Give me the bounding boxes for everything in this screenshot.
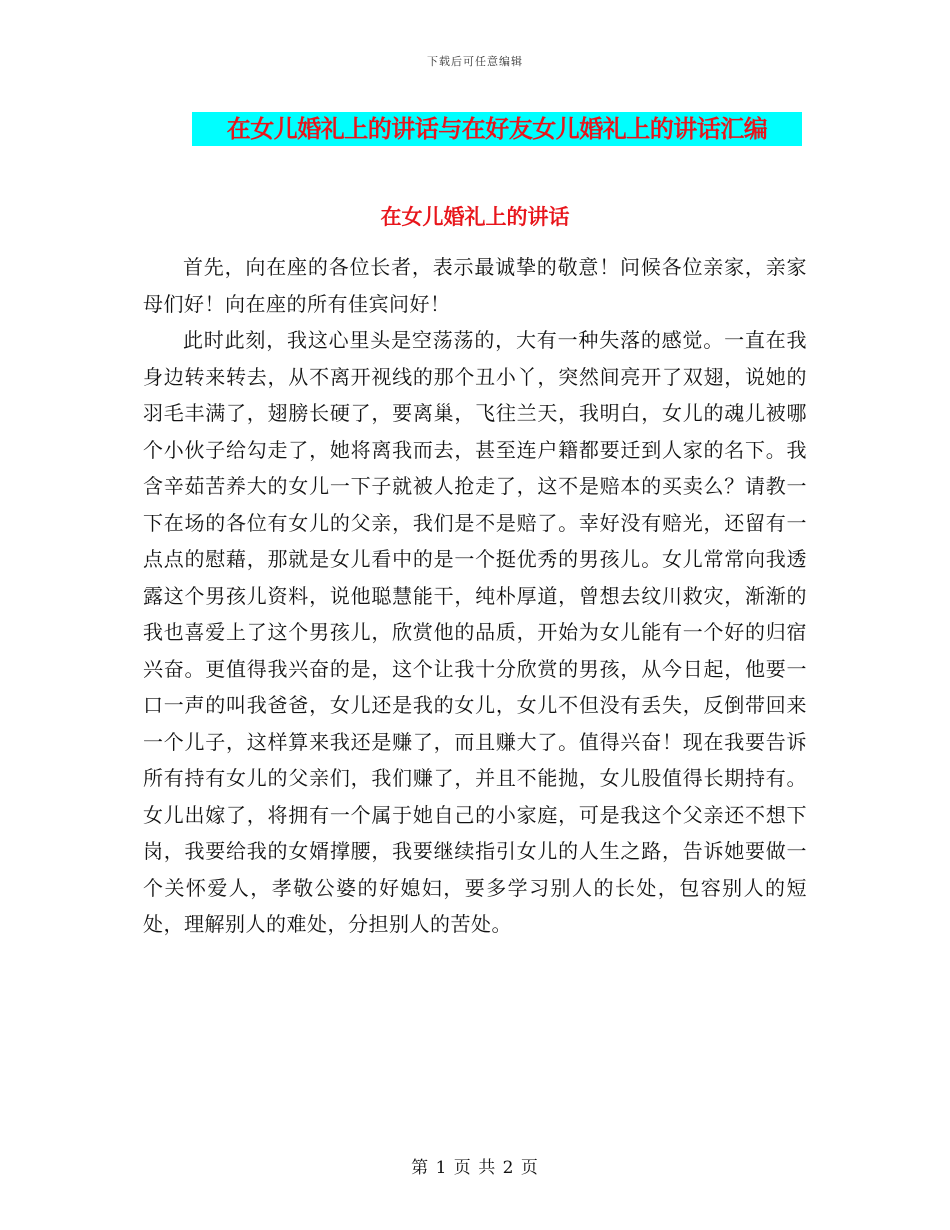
paragraph: 首先，向在座的各位长者，表示最诚挚的敬意！问候各位亲家，亲家母们好！向在座的所有佳宾问好！ (143, 255, 807, 316)
page-indicator: 第 1 页 共 2 页 (411, 1158, 539, 1178)
document-body (143, 249, 807, 943)
paragraph: 此时此刻，我这心里头是空荡荡的，大有一种失落的感觉。一直在我身边转来转去，从不离开视线的那个丑小丫，突然间亮开了双翅，说她的羽毛丰满了，翅膀长硬了，要离巢，飞往兰天，我明白，女儿的魂儿被哪个小伙子给勾走了，她将离我而去，甚至连户籍都要迁到人家的名下。我含辛茹苦养大的女儿一下子就被人抢走了，这不是赔本的买卖么？请教一下在场的各位有女儿的父亲，我们是不是赔了。幸好没有赔光，还留有一点点的慰藉，那就是女儿看中的是一个挺优秀的男孩儿。女儿常常向我透露这个男孩儿资料，说他聪慧能干，纯朴厚道，曾想去纹川救灾，渐渐的我也喜爱上了这个男孩儿，欣赏他的品质，开始为女儿能有一个好的归宿兴奋。更值得我兴奋的是，这个让我十分欣赏的男孩，从今日起，他要一口一声的叫我爸爸，女儿还是我的女儿，女儿不但没有丢失，反倒带回来一个儿子，这样算来我还是赚了，而且赚大了。值得兴奋！现在我要告诉所有持有女儿的父亲们，我们赚了，并且不能抛，女儿股值得长期持有。女儿出嫁了，将拥有一个属于她自己的小家庭，可是我这个父亲还不想下岗，我要给我的女婿撑腰，我要继续指引女儿的人生之路，告诉她要做一个关怀爱人，孝敬公婆的好媳妇，要多学习别人的长处，包容别人的短处，理解别人的难处，分担别人的苦处。 (143, 328, 807, 936)
document-title: 在女儿婚礼上的讲话与在好友女儿婚礼上的讲话汇编 (192, 112, 802, 146)
header-note: 下载后可任意编辑 (427, 55, 523, 68)
section-heading: 在女儿婚礼上的讲话 (380, 205, 570, 229)
